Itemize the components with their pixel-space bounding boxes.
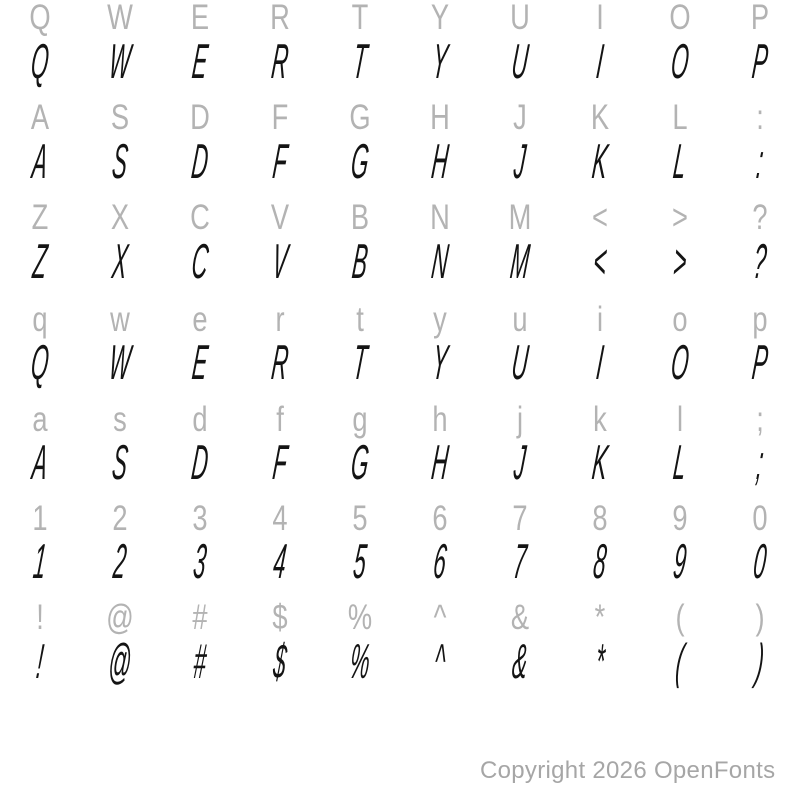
specimen-glyph: G xyxy=(348,436,372,490)
specimen-glyph: M xyxy=(507,235,533,289)
specimen-glyph: X xyxy=(109,235,131,289)
specimen-glyph: ? xyxy=(751,235,769,289)
reference-glyph: L xyxy=(672,98,688,137)
specimen-glyph: # xyxy=(191,635,209,689)
reference-glyph: C xyxy=(190,198,210,237)
reference-glyph: R xyxy=(270,0,290,37)
reference-glyph: 0 xyxy=(752,499,768,538)
specimen-glyph: 6 xyxy=(431,535,449,589)
reference-glyph: H xyxy=(430,98,450,137)
reference-glyph: ( xyxy=(675,598,685,637)
specimen-glyph: N xyxy=(429,235,451,289)
specimen-glyph: R xyxy=(269,336,291,390)
reference-glyph: 7 xyxy=(512,499,528,538)
specimen-glyph: C xyxy=(189,235,211,289)
specimen-glyph: 1 xyxy=(31,535,49,589)
reference-glyph: ^ xyxy=(433,598,447,637)
reference-glyph: G xyxy=(349,98,371,137)
specimen-glyph: F xyxy=(270,436,290,490)
reference-glyph: p xyxy=(752,300,768,339)
reference-glyph: a xyxy=(32,400,48,439)
reference-glyph: S xyxy=(110,98,130,137)
reference-glyph: X xyxy=(110,198,130,237)
reference-row xyxy=(0,302,800,338)
reference-glyph: e xyxy=(192,300,208,339)
reference-glyph: $ xyxy=(272,598,288,637)
reference-glyph: ! xyxy=(36,598,44,637)
reference-row xyxy=(0,402,800,438)
copyright-text: Copyright 2026 OpenFonts xyxy=(480,757,776,784)
specimen-row xyxy=(0,437,800,489)
reference-glyph: A xyxy=(30,98,50,137)
specimen-glyph: H xyxy=(429,436,451,490)
specimen-glyph: 8 xyxy=(591,535,609,589)
specimen-glyph: ^ xyxy=(431,635,449,689)
reference-glyph: M xyxy=(508,198,532,237)
reference-glyph: : xyxy=(756,98,764,137)
reference-glyph: O xyxy=(669,0,691,37)
reference-glyph: K xyxy=(590,98,610,137)
reference-glyph: I xyxy=(596,0,604,37)
reference-glyph: j xyxy=(516,400,524,439)
reference-glyph: q xyxy=(32,300,48,339)
reference-glyph: D xyxy=(190,98,210,137)
reference-glyph: u xyxy=(512,300,528,339)
specimen-glyph: 3 xyxy=(191,535,209,589)
reference-row xyxy=(0,200,800,236)
specimen-glyph: E xyxy=(189,336,211,390)
reference-glyph: 5 xyxy=(352,499,368,538)
specimen-glyph: 7 xyxy=(511,535,529,589)
specimen-glyph: O xyxy=(668,35,692,89)
specimen-glyph: % xyxy=(347,635,373,689)
reference-glyph: @ xyxy=(106,598,134,637)
reference-glyph: d xyxy=(192,400,208,439)
reference-glyph: y xyxy=(433,300,447,339)
reference-glyph: 2 xyxy=(112,499,128,538)
specimen-glyph: J xyxy=(511,436,529,490)
specimen-glyph: S xyxy=(109,436,131,490)
specimen-glyph: R xyxy=(269,35,291,89)
specimen-row xyxy=(0,337,800,389)
reference-glyph: 9 xyxy=(672,499,688,538)
specimen-glyph: 0 xyxy=(751,535,769,589)
specimen-glyph: I xyxy=(594,35,606,89)
reference-glyph: 3 xyxy=(192,499,208,538)
reference-glyph: k xyxy=(593,400,607,439)
specimen-glyph: < xyxy=(590,235,610,289)
specimen-glyph: ) xyxy=(753,635,767,689)
specimen-glyph: A xyxy=(29,436,51,490)
specimen-glyph: L xyxy=(671,135,689,189)
specimen-glyph: S xyxy=(109,135,131,189)
specimen-glyph: J xyxy=(511,135,529,189)
specimen-glyph: T xyxy=(350,35,370,89)
specimen-glyph: K xyxy=(589,135,611,189)
specimen-row xyxy=(0,36,800,88)
specimen-glyph: A xyxy=(29,135,51,189)
reference-glyph: 1 xyxy=(32,499,48,538)
specimen-row xyxy=(0,636,800,688)
specimen-glyph: > xyxy=(670,235,690,289)
specimen-glyph: B xyxy=(349,235,371,289)
reference-glyph: o xyxy=(672,300,688,339)
reference-row xyxy=(0,0,800,36)
reference-glyph: ; xyxy=(756,400,764,439)
specimen-glyph: Q xyxy=(28,35,52,89)
specimen-glyph: U xyxy=(509,35,531,89)
reference-glyph: * xyxy=(594,598,606,637)
reference-glyph: > xyxy=(672,198,688,237)
reference-glyph: N xyxy=(430,198,450,237)
reference-glyph: E xyxy=(190,0,210,37)
specimen-glyph: V xyxy=(269,235,291,289)
specimen-row xyxy=(0,236,800,288)
reference-glyph: # xyxy=(192,598,208,637)
reference-glyph: 4 xyxy=(272,499,288,538)
specimen-glyph: $ xyxy=(271,635,289,689)
reference-glyph: r xyxy=(275,300,285,339)
specimen-glyph: G xyxy=(348,135,372,189)
reference-glyph: & xyxy=(510,598,530,637)
specimen-glyph: I xyxy=(594,336,606,390)
reference-glyph: s xyxy=(113,400,127,439)
reference-glyph: f xyxy=(276,400,284,439)
reference-glyph: w xyxy=(110,300,130,339)
reference-row xyxy=(0,100,800,136)
specimen-glyph: H xyxy=(429,135,451,189)
specimen-glyph: 9 xyxy=(671,535,689,589)
specimen-glyph: 5 xyxy=(351,535,369,589)
reference-glyph: l xyxy=(676,400,684,439)
reference-glyph: V xyxy=(270,198,290,237)
reference-glyph: P xyxy=(750,0,770,37)
reference-glyph: B xyxy=(350,198,370,237)
reference-glyph: 6 xyxy=(432,499,448,538)
reference-glyph: g xyxy=(352,400,368,439)
specimen-glyph: D xyxy=(189,135,211,189)
specimen-glyph: & xyxy=(509,635,531,689)
specimen-glyph: Y xyxy=(429,336,451,390)
reference-glyph: J xyxy=(513,98,527,137)
specimen-glyph: T xyxy=(350,336,370,390)
reference-glyph: ) xyxy=(755,598,765,637)
specimen-glyph: ; xyxy=(754,436,766,490)
specimen-glyph: O xyxy=(668,336,692,390)
specimen-glyph: D xyxy=(189,436,211,490)
reference-glyph: Z xyxy=(31,198,49,237)
reference-glyph: W xyxy=(107,0,133,37)
reference-row xyxy=(0,501,800,537)
specimen-glyph: W xyxy=(106,336,134,390)
specimen-glyph: 2 xyxy=(111,535,129,589)
reference-row xyxy=(0,600,800,636)
specimen-glyph: K xyxy=(589,436,611,490)
specimen-glyph: * xyxy=(592,635,608,689)
specimen-glyph: Y xyxy=(429,35,451,89)
reference-glyph: Q xyxy=(29,0,51,37)
reference-glyph: % xyxy=(347,598,373,637)
reference-glyph: 8 xyxy=(592,499,608,538)
specimen-glyph: P xyxy=(749,35,771,89)
reference-glyph: T xyxy=(351,0,369,37)
reference-glyph: t xyxy=(356,300,364,339)
specimen-glyph: U xyxy=(509,336,531,390)
reference-glyph: Y xyxy=(430,0,450,37)
reference-glyph: F xyxy=(271,98,289,137)
reference-glyph: h xyxy=(432,400,448,439)
specimen-glyph: @ xyxy=(105,635,135,689)
specimen-glyph: W xyxy=(106,35,134,89)
specimen-glyph: L xyxy=(671,436,689,490)
specimen-glyph: 4 xyxy=(271,535,289,589)
specimen-glyph: P xyxy=(749,336,771,390)
specimen-row xyxy=(0,136,800,188)
reference-glyph: < xyxy=(592,198,608,237)
reference-glyph: i xyxy=(596,300,604,339)
specimen-row xyxy=(0,536,800,588)
specimen-glyph: ! xyxy=(34,635,46,689)
specimen-glyph: ( xyxy=(673,635,687,689)
specimen-glyph: E xyxy=(189,35,211,89)
specimen-glyph: Q xyxy=(28,336,52,390)
specimen-glyph: F xyxy=(270,135,290,189)
specimen-glyph: : xyxy=(754,135,766,189)
reference-glyph: U xyxy=(510,0,530,37)
reference-glyph: ? xyxy=(752,198,768,237)
specimen-glyph: Z xyxy=(30,235,50,289)
